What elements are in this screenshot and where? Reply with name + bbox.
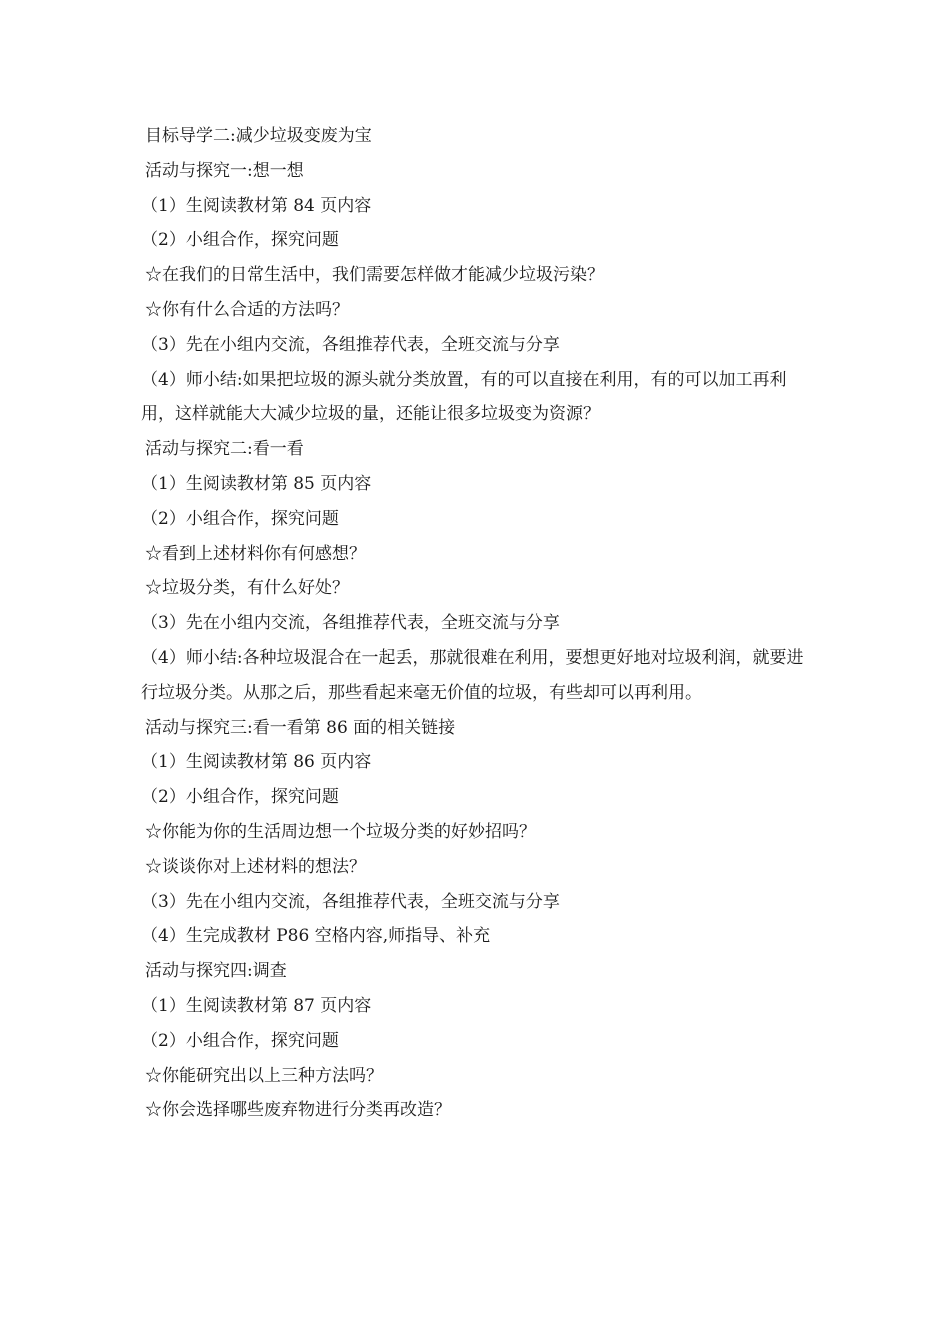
step-item: （3）先在小组内交流，各组推荐代表，全班交流与分享 bbox=[141, 891, 560, 912]
question-item: ☆谈谈你对上述材料的想法？ bbox=[145, 856, 366, 877]
step-item: （1）生阅读教材第 84 页内容 bbox=[141, 195, 372, 216]
step-item: （4）生完成教材 P86 空格内容,师指导、补充 bbox=[141, 926, 491, 947]
summary-paragraph: （4）师小结:如果把垃圾的源头就分类放置，有的可以直接在利用，有的可以加工再利用，这样就能大大减少垃圾的量，还能让很多垃圾变为资源？ bbox=[141, 369, 787, 425]
activity-heading: 活动与探究二:看一看 bbox=[145, 439, 304, 460]
summary-paragraph: （4）师小结:各种垃圾混合在一起丢，那就很难在利用，要想更好地对垃圾利润，就要进行垃圾分类。从那之后，那些看起来毫无价值的垃圾，有些却可以再利用。 bbox=[141, 647, 804, 703]
document-body bbox=[141, 119, 805, 1128]
step-item: （2）小组合作，探究问题 bbox=[141, 230, 339, 251]
section-heading: 目标导学二:减少垃圾变废为宝 bbox=[145, 126, 372, 146]
activity-heading: 活动与探究三:看一看第 86 面的相关链接 bbox=[145, 717, 456, 738]
step-item: （3）先在小组内交流，各组推荐代表，全班交流与分享 bbox=[141, 334, 560, 355]
step-item: （2）小组合作，探究问题 bbox=[141, 508, 339, 529]
step-item: （1）生阅读教材第 86 页内容 bbox=[141, 752, 372, 773]
question-item: ☆你有什么合适的方法吗？ bbox=[145, 299, 349, 320]
step-item: （1）生阅读教材第 87 页内容 bbox=[141, 995, 372, 1016]
question-item: ☆在我们的日常生活中，我们需要怎样做才能减少垃圾污染？ bbox=[145, 265, 604, 286]
activity-heading: 活动与探究四:调查 bbox=[145, 961, 287, 982]
step-item: （1）生阅读教材第 85 页内容 bbox=[141, 473, 372, 494]
question-item: ☆看到上述材料你有何感想？ bbox=[145, 543, 366, 564]
question-item: ☆你能为你的生活周边想一个垃圾分类的好妙招吗？ bbox=[145, 821, 536, 842]
question-item: ☆垃圾分类，有什么好处？ bbox=[145, 578, 349, 599]
step-item: （2）小组合作，探究问题 bbox=[141, 1030, 339, 1051]
activity-heading: 活动与探究一:想一想 bbox=[145, 160, 304, 181]
question-item: ☆你会选择哪些废弃物进行分类再改造？ bbox=[145, 1100, 451, 1121]
step-item: （2）小组合作，探究问题 bbox=[141, 787, 339, 808]
step-item: （3）先在小组内交流，各组推荐代表，全班交流与分享 bbox=[141, 613, 560, 634]
question-item: ☆你能研究出以上三种方法吗？ bbox=[145, 1065, 383, 1086]
